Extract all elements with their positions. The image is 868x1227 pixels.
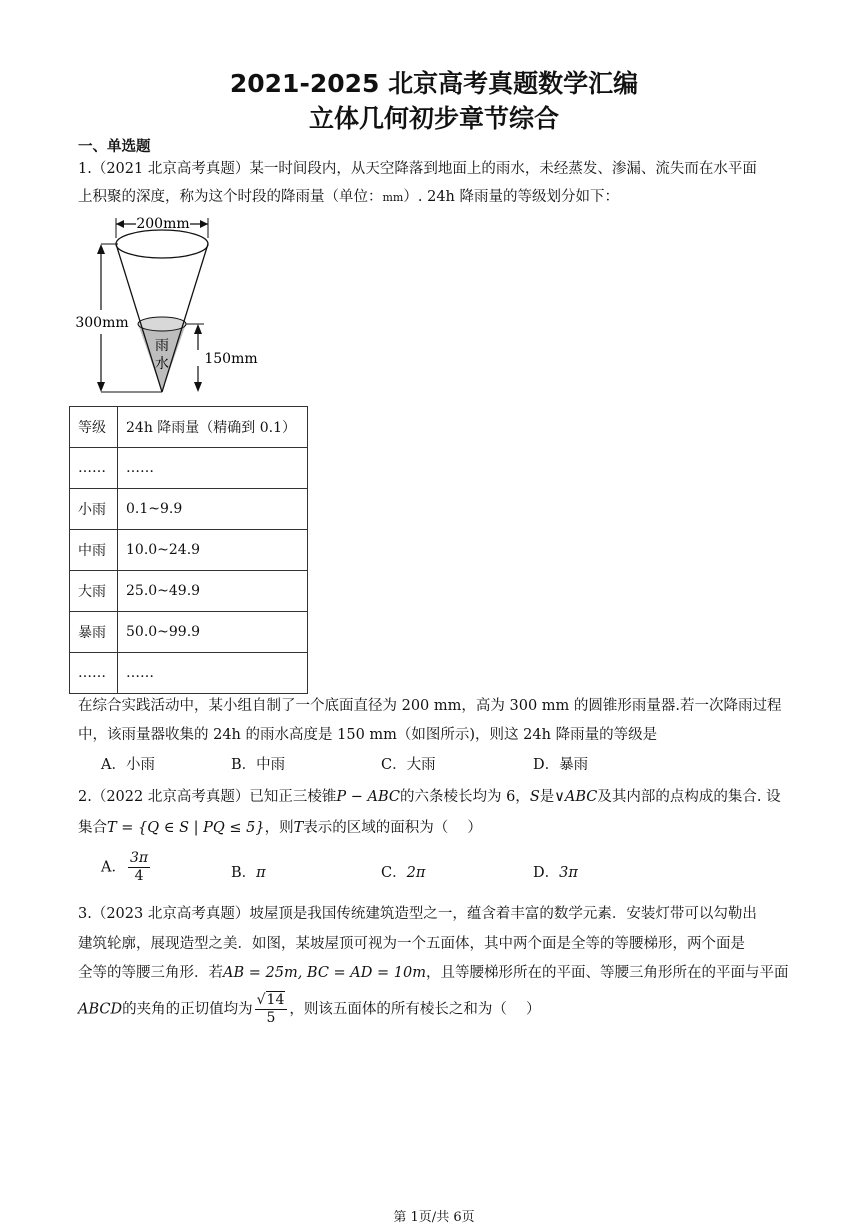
table-cell: ……: [70, 653, 118, 694]
figure-top-label: 200mm: [136, 216, 190, 232]
table-cell: 暴雨: [70, 612, 118, 653]
q2-option-a[interactable]: A． $\frac{3\pi}{4}$: [101, 850, 149, 884]
q1-option-b[interactable]: B．中雨: [231, 757, 286, 773]
q1-line1: 1.（2021 北京高考真题）某一时间段内，从天空降落到地面上的雨水，未经蒸发、渗漏、流失而在水平面: [78, 161, 757, 177]
q1-option-a[interactable]: A．小雨: [101, 757, 155, 773]
q2-set-t: T: [293, 820, 304, 836]
q1-option-c[interactable]: C．大雨: [381, 757, 436, 773]
table-cell: 10.0~24.9: [118, 530, 308, 571]
table-row: [70, 489, 308, 530]
q2-option-d[interactable]: D．3π: [533, 865, 578, 881]
table-row: [70, 571, 308, 612]
q2-pyramid-math: P − ABC: [336, 789, 400, 805]
table-cell: 25.0~49.9: [118, 571, 308, 612]
table-row: [70, 530, 308, 571]
table-header-row: [70, 407, 308, 448]
q3-line3: 全等的等腰三角形．若AB = 25m, BC = AD = 10m，且等腰梯形所在的平面、等腰三角形所在的平面与平面: [78, 965, 789, 981]
q1-option-d[interactable]: D．暴雨: [533, 757, 589, 773]
rainfall-grade-table: [69, 406, 308, 694]
q2-option-a-fraction: $\frac{3\pi}{4}$: [129, 850, 149, 884]
table-header-cell: 24h 降雨量（精确到 0.1）: [118, 407, 308, 448]
table-row: [70, 612, 308, 653]
q3-line4: ABCD的夹角的正切值均为 $\frac{√14}{5}$ ，则该五面体的所有棱长之和为（ ）: [78, 992, 541, 1026]
rain-gauge-figure: [72, 210, 258, 402]
document-title: 2021-2025 北京高考真题数学汇编: [229, 69, 639, 98]
document-subtitle: 立体几何初步章节综合: [308, 104, 559, 133]
q3-lengths-math: AB = 25m, BC = AD = 10m: [223, 965, 426, 981]
table-row: [70, 653, 308, 694]
table-cell: 大雨: [70, 571, 118, 612]
figure-water-char-2: 水: [155, 356, 169, 372]
table-header-cell: 等级: [70, 407, 118, 448]
q2-line1: 2.（2022 北京高考真题）已知正三棱锥P − ABC的六条棱长均为 6，S是∨ABC及其内部的点构成的集合. 设: [78, 789, 781, 805]
section-heading: 一、单选题: [78, 139, 151, 155]
q2-set-s: S: [529, 789, 540, 805]
table-row: [70, 448, 308, 489]
table-cell: ……: [118, 448, 308, 489]
table-cell: 小雨: [70, 489, 118, 530]
q1-unit: mm: [382, 191, 404, 204]
q2-set-t-math: T = {Q ∈ S | PQ ≤ 5}: [107, 820, 265, 836]
table-cell: 0.1~9.9: [118, 489, 308, 530]
q1-line2: 上积聚的深度，称为这个时段的降雨量（单位：mm）. 24h 降雨量的等级划分如下：: [78, 189, 619, 205]
table-cell: ……: [70, 448, 118, 489]
q1-line4: 中，该雨量器收集的 24h 的雨水高度是 150 mm（如图所示)，则这 24h 降雨量的等级是: [78, 727, 658, 743]
table-cell: 50.0~99.9: [118, 612, 308, 653]
page-footer: 第 1页/共 6页: [393, 1210, 475, 1225]
q3-plane-abcd: ABCD: [78, 1001, 123, 1018]
q3-line2: 建筑轮廓，展现造型之美．如图，某坡屋顶可视为一个五面体，其中两个面是全等的等腰梯形，两个面是: [78, 936, 745, 952]
q3-tangent-fraction: $\frac{√14}{5}$: [255, 992, 288, 1027]
figure-water-char-1: 雨: [155, 338, 169, 354]
table-cell: ……: [118, 653, 308, 694]
figure-right-label: 150mm: [204, 351, 258, 367]
q2-option-c[interactable]: C．2π: [381, 865, 426, 881]
figure-left-label: 300mm: [75, 315, 129, 331]
q1-line3: 在综合实践活动中，某小组自制了一个底面直径为 200 mm，高为 300 mm 的圆锥形雨量器.若一次降雨过程: [78, 698, 782, 714]
q3-line1: 3.（2023 北京高考真题）坡屋顶是我国传统建筑造型之一，蕴含着丰富的数学元素．安装灯带可以勾勒出: [78, 906, 757, 922]
table-cell: 中雨: [70, 530, 118, 571]
q2-option-b[interactable]: B．π: [231, 865, 266, 881]
q2-line2: 集合T = {Q ∈ S | PQ ≤ 5}，则T表示的区域的面积为（ ）: [78, 820, 482, 836]
q2-triangle-math: ∨ABC: [554, 789, 598, 805]
